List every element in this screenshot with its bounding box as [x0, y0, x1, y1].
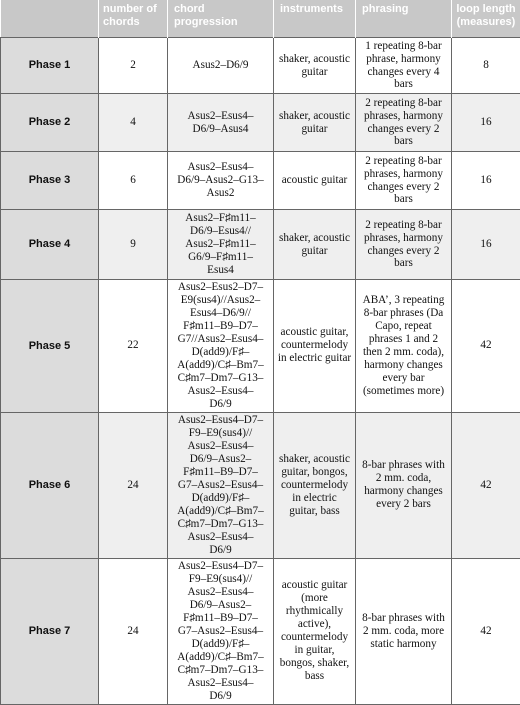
phase-label: Phase 1: [1, 38, 99, 94]
phrasing: 1 repeating 8-bar phrase, harmony changes every 4 bars: [356, 38, 452, 94]
loop-length: 8: [452, 38, 520, 94]
table-row: [1, 152, 520, 210]
phrasing: 2 repeating 8-bar phrases, harmony changes every 2 bars: [356, 152, 452, 210]
number-of-chords: 24: [99, 558, 168, 704]
phase-label: Phase 4: [1, 210, 99, 280]
number-of-chords: 24: [99, 412, 168, 558]
table-row: [1, 280, 520, 413]
chord-progression: Asus2–F♯m11– D6/9–Esus4// Asus2–F♯m11– G6/9–F♯m11– Esus4: [168, 210, 274, 280]
table-body: [1, 38, 520, 705]
number-of-chords: 6: [99, 152, 168, 210]
table-header: [1, 0, 520, 38]
table-row: [1, 94, 520, 152]
phrasing: 2 repeating 8-bar phrases, harmony changes every 2 bars: [356, 210, 452, 280]
phrasing: ABA’, 3 repeating 8-bar phrases (Da Capo, repeat phrases 1 and 2 then 2 mm. coda), harmony changes every bar (sometimes more): [356, 280, 452, 413]
header-phrasing: phrasing: [356, 0, 452, 38]
header-chord-progression: chord progression: [168, 0, 274, 38]
table-row: [1, 210, 520, 280]
chord-progression: Asus2–Esus4–D7– F9–E9(sus4)// Asus2–Esus4– D6/9–Asus2– F♯m11–B9–D7– G7–Asus2–Esus4– D(add9)/F♯– A(add9)/C♯–Bm7– C♯m7–Dm7–G13– Asus2–Esus4– D6/9: [168, 412, 274, 558]
instruments: acoustic guitar, countermelody in electric guitar: [274, 280, 356, 413]
header-row: [1, 0, 520, 38]
chord-progression: Asus2–D6/9: [168, 38, 274, 94]
table-row: [1, 558, 520, 704]
instruments: acoustic guitar: [274, 152, 356, 210]
phase-label: Phase 5: [1, 280, 99, 413]
phase-label: Phase 7: [1, 558, 99, 704]
chord-progression: Asus2–Esus4– D6/9–Asus2–G13– Asus2: [168, 152, 274, 210]
header-number-of-chords: number of chords: [99, 0, 168, 38]
instruments: shaker, acoustic guitar: [274, 210, 356, 280]
instruments: acoustic guitar (more rhythmically active), countermelody in guitar, bongos, shaker, bass: [274, 558, 356, 704]
loop-length: 16: [452, 94, 520, 152]
number-of-chords: 4: [99, 94, 168, 152]
table-row: [1, 38, 520, 94]
phrasing: 8-bar phrases with 2 mm. coda, harmony changes every 2 bars: [356, 412, 452, 558]
loop-length: 42: [452, 280, 520, 413]
loop-length: 16: [452, 152, 520, 210]
number-of-chords: 9: [99, 210, 168, 280]
phrasing: 2 repeating 8-bar phrases, harmony changes every 2 bars: [356, 94, 452, 152]
header-loop-length: loop length (measures): [452, 0, 520, 38]
header-phase: [1, 0, 99, 38]
table-row: [1, 412, 520, 558]
instruments: shaker, acoustic guitar: [274, 38, 356, 94]
phase-label: Phase 3: [1, 152, 99, 210]
chord-progression: Asus2–Esus4– D6/9–Asus4: [168, 94, 274, 152]
header-instruments: instruments: [274, 0, 356, 38]
loop-length: 42: [452, 412, 520, 558]
loop-length: 42: [452, 558, 520, 704]
chord-progression: Asus2–Esus2–D7– E9(sus4)//Asus2– Esus4–D6/9// F♯m11–B9–D7– G7//Asus2–Esus4– D(add9)/F♯– A(add9)/C♯–Bm7– C♯m7–Dm7–G13– Asus2–Esus4– D6/9: [168, 280, 274, 413]
phase-label: Phase 2: [1, 94, 99, 152]
loop-length: 16: [452, 210, 520, 280]
number-of-chords: 2: [99, 38, 168, 94]
phase-label: Phase 6: [1, 412, 99, 558]
chord-progression: Asus2–Esus4–D7– F9–E9(sus4)// Asus2–Esus4– D6/9–Asus2– F♯m11–B9–D7– G7–Asus2–Esus4– D(add9)/F♯– A(add9)/C♯–Bm7– C♯m7–Dm7–G13– Asus2–Esus4– D6/9: [168, 558, 274, 704]
instruments: shaker, acoustic guitar: [274, 94, 356, 152]
instruments: shaker, acoustic guitar, bongos, countermelody in electric guitar, bass: [274, 412, 356, 558]
phrasing: 8-bar phrases with 2 mm. coda, more static harmony: [356, 558, 452, 704]
number-of-chords: 22: [99, 280, 168, 413]
